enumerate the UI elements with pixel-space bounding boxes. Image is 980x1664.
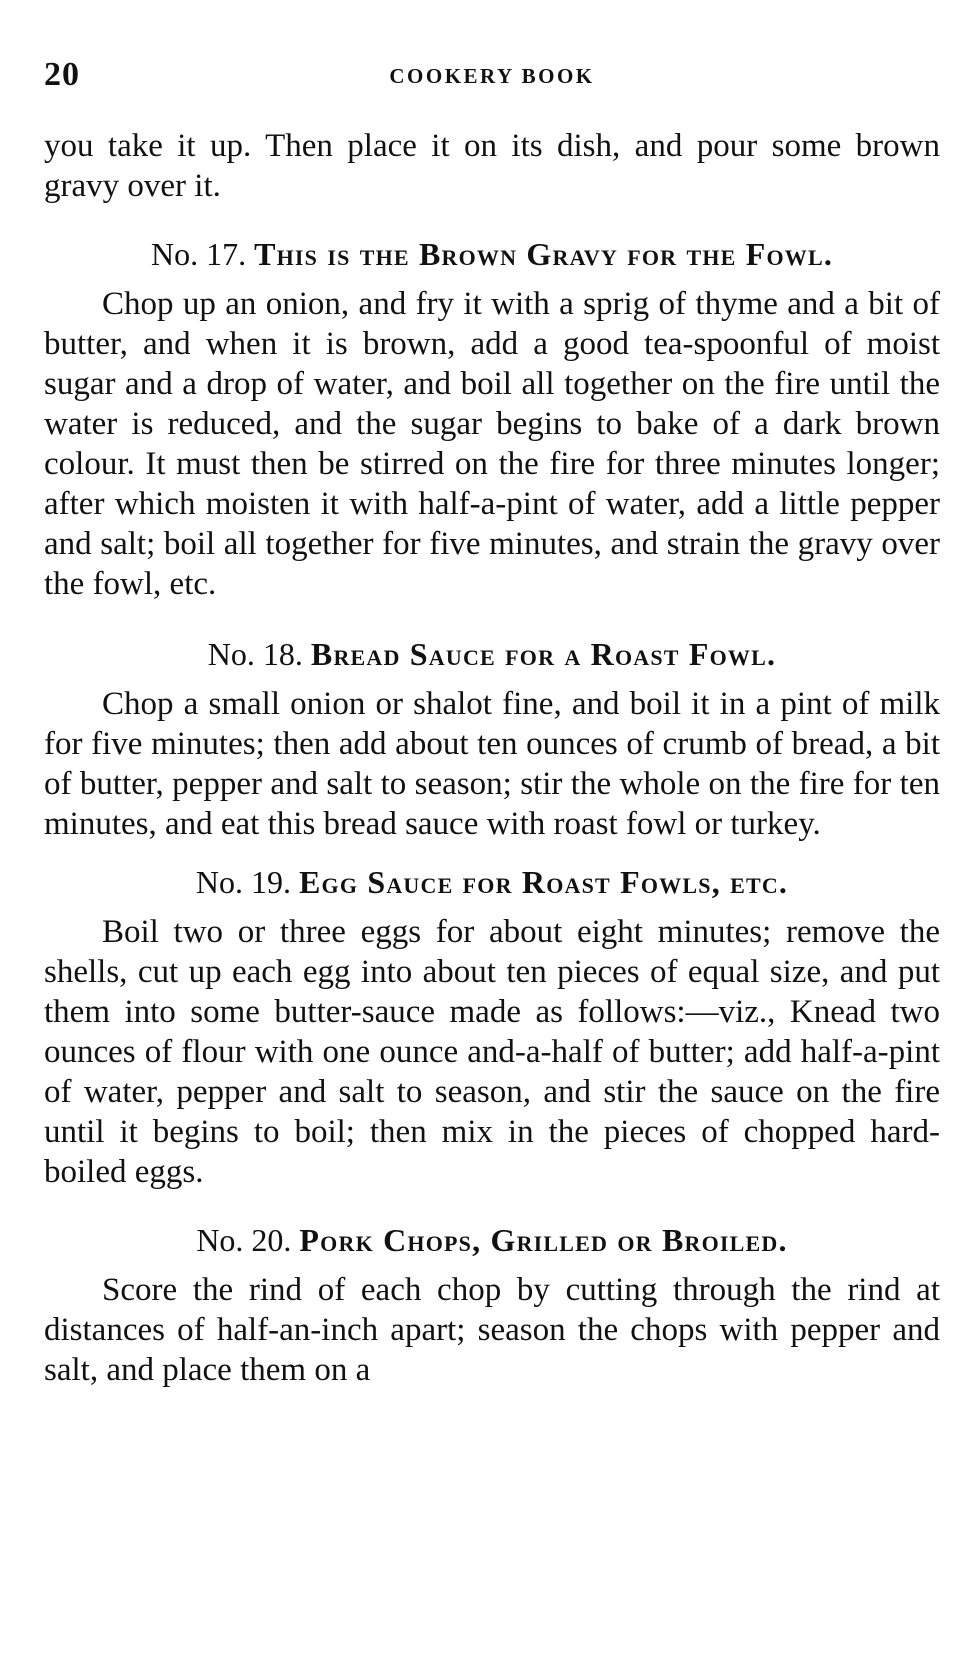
recipe-number: No. 20. (196, 1222, 292, 1258)
recipe-number: No. 18. (207, 636, 303, 672)
recipe-body-20: Score the rind of each chop by cutting through the rind at distances of half-an-inch apart; season the chops with pepper and salt, and place them on a (44, 1272, 940, 1388)
recipe-title: Bread Sauce for a Roast Fowl. (310, 636, 777, 672)
recipe-body-17: Chop up an onion, and fry it with a sprig of thyme and a bit of butter, and when it is brown, add a good tea-spoonful of moist sugar and a drop of water, and boil all together on the fire until the water is reduced, and the sugar begins to bake of a dark brown colour. It must then be stirred on the fire for three minutes longer; after which moisten it with half-a-pint of water, add a little pepper and salt; boil all together for five minutes, and strain the gravy over the fowl, etc. (44, 286, 940, 602)
recipe-title: This is the Brown Gravy for the Fowl. (254, 236, 834, 272)
recipe-heading-20 (44, 1220, 940, 1260)
continuation-paragraph: you take it up. Then place it on its dish, and pour some brown gravy over it. (44, 128, 940, 204)
recipe-heading-18 (44, 634, 940, 674)
running-head (44, 56, 940, 96)
recipe-body-18: Chop a small onion or shalot fine, and boil it in a pint of milk for five minutes; then add about ten ounces of crumb of bread, a bit of butter, pepper and salt to season; stir the whole on the fire for ten minutes, and eat this bread sauce with roast fowl or turkey. (44, 686, 940, 842)
page-number: 20 (44, 56, 80, 93)
recipe-title: Pork Chops, Grilled or Broiled. (299, 1222, 788, 1258)
book-page (44, 56, 940, 1390)
recipe-body-19: Boil two or three eggs for about eight minutes; remove the shells, cut up each egg into about ten pieces of equal size, and put them into some butter-sauce made as follows:—viz., Knead two ounces of flour with one ounce and-a-half of butter; add half-a-pint of water, pepper and salt to season, and stir the sauce on the fire until it begins to boil; then mix in the pieces of chopped hard-boiled eggs. (44, 914, 940, 1190)
recipe-heading-17 (44, 234, 940, 274)
recipe-number: No. 19. (195, 864, 291, 900)
running-title: COOKERY BOOK (389, 64, 595, 88)
recipe-title: Egg Sauce for Roast Fowls, etc. (298, 864, 789, 900)
recipe-number: No. 17. (150, 236, 247, 272)
recipe-heading-19 (44, 862, 940, 902)
